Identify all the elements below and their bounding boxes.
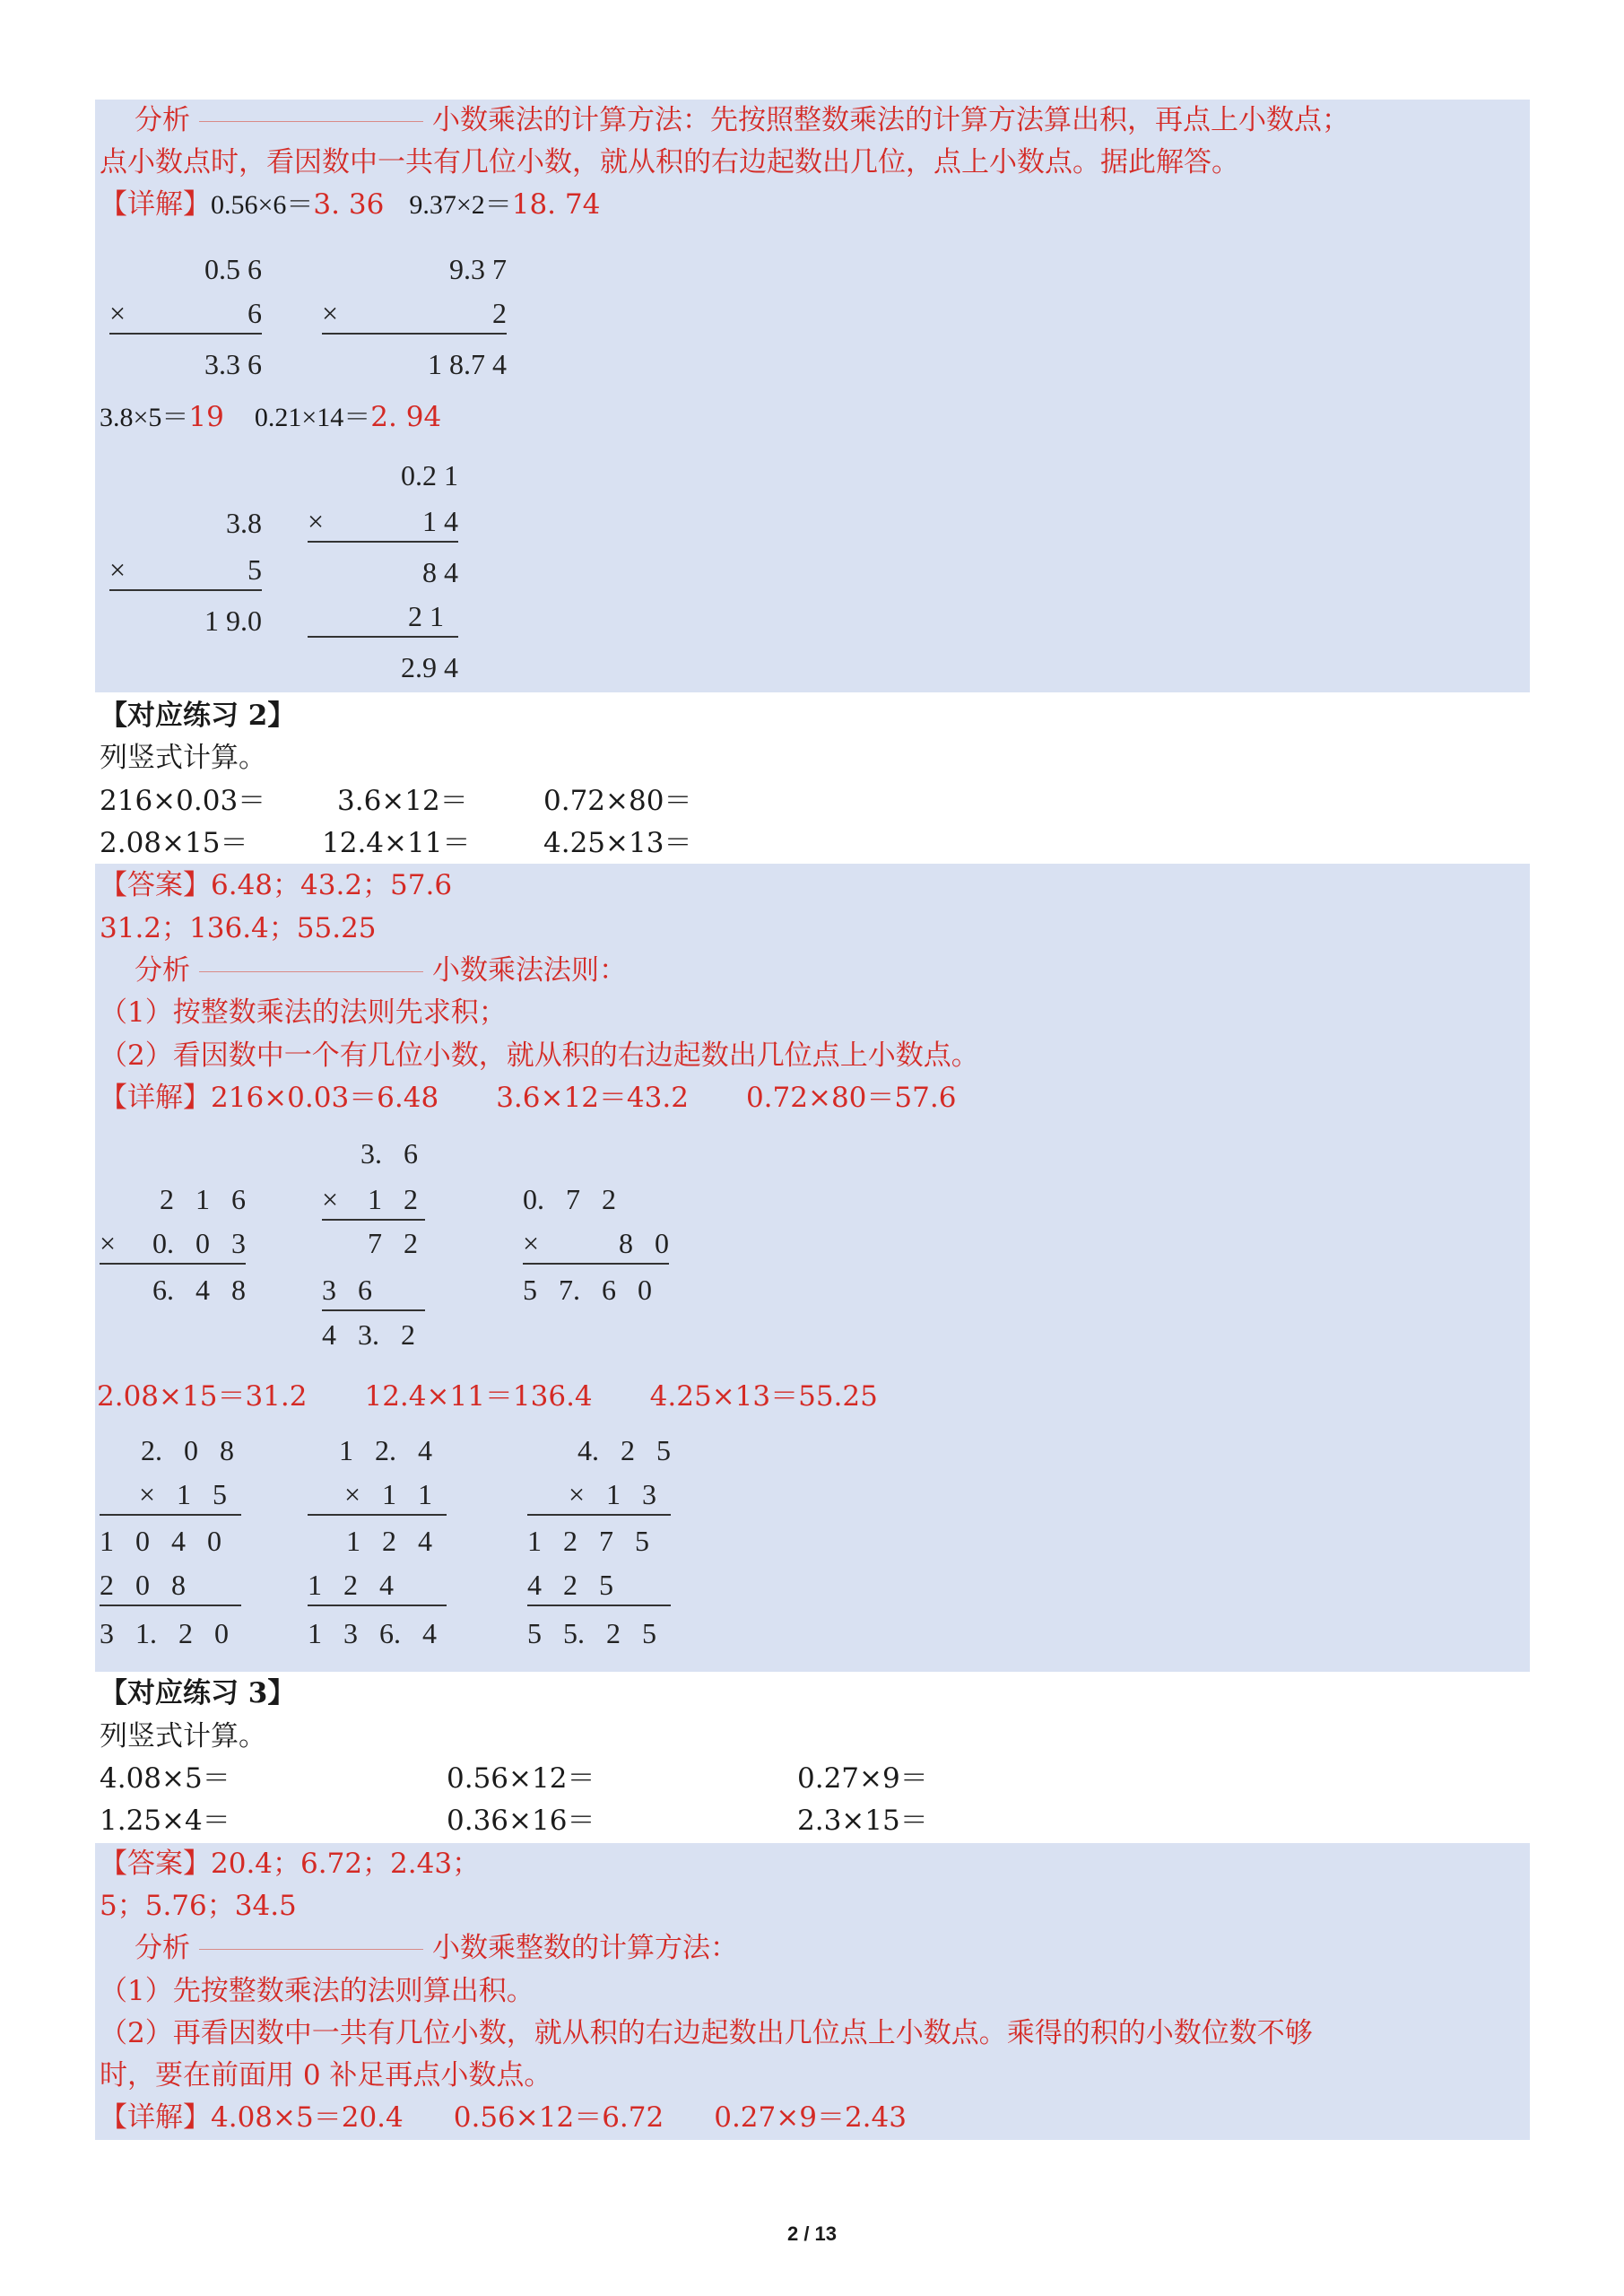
calc-digits: × 1 3 — [568, 1478, 671, 1510]
problem: 4.25×13＝ — [543, 827, 692, 859]
multiply-sign: × — [322, 297, 339, 329]
calc-row — [100, 1474, 241, 1516]
calc-row — [109, 601, 262, 640]
analysis-line-2: 点小数点时，看因数中一共有几位小数，就从积的右边起数出几位，点上小数点。据此解答。 — [100, 146, 1239, 178]
problem: 4.08×5＝ — [100, 1762, 230, 1795]
calc-digits: 1 2 4 — [346, 1525, 447, 1557]
calc-row — [109, 503, 262, 543]
calc-left: 1 2 7 5 — [527, 1525, 649, 1557]
calc-digits: × 1 1 — [343, 1478, 447, 1510]
calc-row — [308, 1431, 447, 1470]
detail-equation: 4.08×5＝20.4 — [211, 2101, 404, 2134]
analysis-label: 分析 — [135, 954, 190, 987]
instruction: 列竖式计算。 — [100, 742, 266, 774]
calc-digits: 8 4 — [422, 556, 458, 588]
calc-row — [100, 1431, 241, 1470]
problem: 2.3×15＝ — [797, 1805, 928, 1837]
calc-digits: 4. 2 5 — [578, 1434, 671, 1466]
problem: 0.27×9＝ — [797, 1762, 928, 1795]
detail-label: 【详解】 — [100, 188, 211, 221]
calc-digits: 2 1 — [408, 600, 458, 632]
calc-left: 1 0 4 0 — [100, 1525, 221, 1557]
calc-row — [322, 1270, 425, 1311]
calc-left: 2 0 8 — [100, 1569, 186, 1601]
calc-row — [100, 1179, 246, 1219]
calc-row — [100, 1565, 241, 1606]
calc-row — [322, 1223, 425, 1263]
equation: 0.21×14＝ — [254, 403, 371, 432]
detail-equation: 2.08×15＝31.2 — [97, 1380, 308, 1413]
calc-digits: 7 2 — [368, 1227, 425, 1259]
detail-line — [100, 2098, 907, 2137]
answer: 18. 74 — [511, 188, 601, 221]
problem: 216×0.03＝ — [100, 785, 266, 817]
detail-equation: 0.56×12＝6.72 — [453, 2101, 664, 2134]
calc-digits: 1 2. 4 — [339, 1434, 447, 1466]
calc-row — [527, 1474, 671, 1516]
calc-row — [527, 1431, 671, 1470]
calc-row — [100, 1270, 246, 1309]
analysis-line-1 — [135, 100, 1350, 140]
calc-left: 3 1. 2 0 — [100, 1617, 229, 1649]
detail-label: 【详解】 — [100, 2101, 211, 2134]
calc-row — [308, 501, 458, 543]
calc-digits: 1 8.7 4 — [428, 348, 507, 380]
calc-row — [308, 1521, 447, 1561]
answer-text: 6.48；43.2；57.6 — [211, 869, 453, 901]
analysis-title: 小数乘法法则： — [432, 954, 627, 987]
calc-digits: 0. 0 3 — [152, 1227, 246, 1259]
calc-digits: 1 2 — [368, 1183, 425, 1215]
calc-digits: 8 0 — [619, 1227, 669, 1259]
calc-row — [527, 1521, 671, 1561]
analysis-rule-2-cont: 时，要在前面用 0 补足再点小数点。 — [100, 2059, 552, 2092]
calc-digits: 3.3 6 — [204, 348, 262, 380]
calc-digits: 5 — [248, 553, 262, 586]
answer: 19 — [188, 401, 224, 433]
calc-row — [322, 1134, 425, 1173]
problem: 2.08×15＝ — [100, 827, 248, 859]
calc-row — [308, 1474, 447, 1516]
answer-label: 【答案】 — [100, 869, 211, 901]
equation: 0.56×6＝ — [211, 190, 314, 220]
answer-line-2: 31.2；136.4；55.25 — [100, 912, 377, 944]
problem: 0.72×80＝ — [543, 785, 692, 817]
multiply-sign: × — [322, 1183, 339, 1215]
calc-digits: 3.8 — [226, 507, 262, 539]
multiply-sign: × — [109, 297, 126, 329]
answer-line-2: 5；5.76；34.5 — [100, 1890, 297, 1922]
detail-label: 【详解】 — [100, 1082, 211, 1114]
analysis-line — [135, 951, 627, 990]
multiply-sign: × — [100, 1227, 117, 1259]
calc-row — [109, 344, 262, 384]
detail-line — [100, 1078, 956, 1118]
answer-label: 【答案】 — [100, 1848, 211, 1880]
calc-row — [100, 1613, 241, 1653]
answer: 3. 36 — [313, 188, 385, 221]
calc-row — [109, 293, 262, 335]
calc-row — [308, 552, 458, 592]
calc-row — [109, 249, 262, 289]
multiply-sign: × — [523, 1227, 540, 1259]
calc-row — [109, 550, 262, 591]
detail-equation: 3.6×12＝43.2 — [496, 1082, 689, 1114]
instruction: 列竖式计算。 — [100, 1720, 266, 1752]
multiply-sign: × — [109, 553, 126, 586]
detail-equation: 0.72×80＝57.6 — [745, 1082, 957, 1114]
calc-left: 3 6 — [322, 1274, 372, 1306]
calc-row — [523, 1270, 669, 1309]
calc-row — [322, 1179, 425, 1221]
calc-left: 4 2 5 — [527, 1569, 613, 1601]
calc-row — [523, 1179, 669, 1219]
equation: 3.8×5＝ — [100, 403, 189, 432]
calc-row — [527, 1565, 671, 1606]
calc-row — [523, 1223, 669, 1265]
calc-left: 1 3 6. 4 — [308, 1617, 437, 1649]
calc-left: 0. 7 2 — [523, 1183, 616, 1215]
exercise-2-title: 【对应练习 2】 — [100, 700, 296, 732]
answer-line-1 — [100, 1844, 480, 1883]
calc-digits: 6 — [248, 297, 262, 329]
calc-row — [100, 1223, 246, 1265]
calc-digits: 1 4 — [422, 505, 458, 537]
calc-digits: 0.2 1 — [401, 459, 458, 491]
problem: 0.56×12＝ — [447, 1762, 595, 1795]
calc-row — [322, 344, 507, 384]
analysis-rule-1: （1）先按整数乘法的法则算出积。 — [100, 1975, 534, 2007]
problem: 1.25×4＝ — [100, 1805, 230, 1837]
analysis-rule-2: （2）看因数中一个有几位小数，就从积的右边起数出几位点上小数点。 — [100, 1039, 979, 1072]
detail-equation: 0.27×9＝2.43 — [714, 2101, 907, 2134]
calc-digits: × 1 5 — [138, 1478, 241, 1510]
calc-digits: 9.3 7 — [449, 253, 507, 285]
multiply-sign: × — [308, 505, 325, 537]
calc-row — [527, 1613, 671, 1653]
calc-row — [322, 249, 507, 289]
analysis-line — [135, 1928, 738, 1968]
calc-digits: 1 9.0 — [204, 604, 262, 637]
calc-left: 4 3. 2 — [322, 1318, 415, 1351]
answer-text: 20.4；6.72；2.43； — [211, 1848, 481, 1880]
analysis-label: 分析 — [135, 1932, 190, 1964]
divider — [199, 971, 423, 972]
exercise-3-title: 【对应练习 3】 — [100, 1677, 296, 1709]
analysis-label: 分析 — [135, 104, 190, 136]
calc-row — [100, 1521, 241, 1561]
calc-row — [322, 293, 507, 335]
calc-left: 5 5. 2 5 — [527, 1617, 656, 1649]
detail-line — [100, 185, 600, 225]
calc-digits: 2. 0 8 — [141, 1434, 241, 1466]
calc-left: 5 7. 6 0 — [523, 1274, 652, 1306]
answer-line-1 — [100, 865, 452, 905]
calc-digits: 6. 4 8 — [152, 1274, 246, 1306]
calc-digits: 2 — [492, 297, 507, 329]
calc-digits: 3. 6 — [360, 1137, 425, 1170]
calc-digits: 2 1 6 — [160, 1183, 246, 1215]
divider — [199, 1949, 423, 1950]
calc-row — [308, 1565, 447, 1606]
detail-line-2 — [97, 1377, 878, 1416]
calc-digits: 0.5 6 — [204, 253, 262, 285]
analysis-text: 小数乘法的计算方法：先按照整数乘法的计算方法算出积，再点上小数点； — [432, 104, 1350, 136]
calc-row — [308, 596, 458, 638]
detail-equation: 4.25×13＝55.25 — [649, 1380, 878, 1413]
calc-row — [308, 456, 458, 495]
answer: 2. 94 — [370, 401, 442, 433]
detail-equation: 216×0.03＝6.48 — [211, 1082, 439, 1114]
calc-row — [308, 648, 458, 687]
detail-line-2 — [100, 397, 441, 438]
calc-left: 1 2 4 — [308, 1569, 394, 1601]
calc-row — [308, 1613, 447, 1653]
analysis-rule-2: （2）再看因数中一共有几位小数，就从积的右边起数出几位点上小数点。乘得的积的小数位数不够 — [100, 2017, 1313, 2049]
divider — [199, 121, 423, 122]
problem: 0.36×16＝ — [447, 1805, 595, 1837]
analysis-rule-1: （1）按整数乘法的法则先求积； — [100, 996, 507, 1029]
analysis-title: 小数乘整数的计算方法： — [432, 1932, 738, 1964]
calc-row — [322, 1315, 425, 1354]
page-number: 2 / 13 — [786, 2222, 838, 2245]
problem: 3.6×12＝ — [337, 785, 468, 817]
detail-equation: 12.4×11＝136.4 — [364, 1380, 593, 1413]
calc-digits: 2.9 4 — [401, 651, 458, 683]
equation: 9.37×2＝ — [409, 190, 512, 220]
problem: 12.4×11＝ — [322, 827, 471, 859]
